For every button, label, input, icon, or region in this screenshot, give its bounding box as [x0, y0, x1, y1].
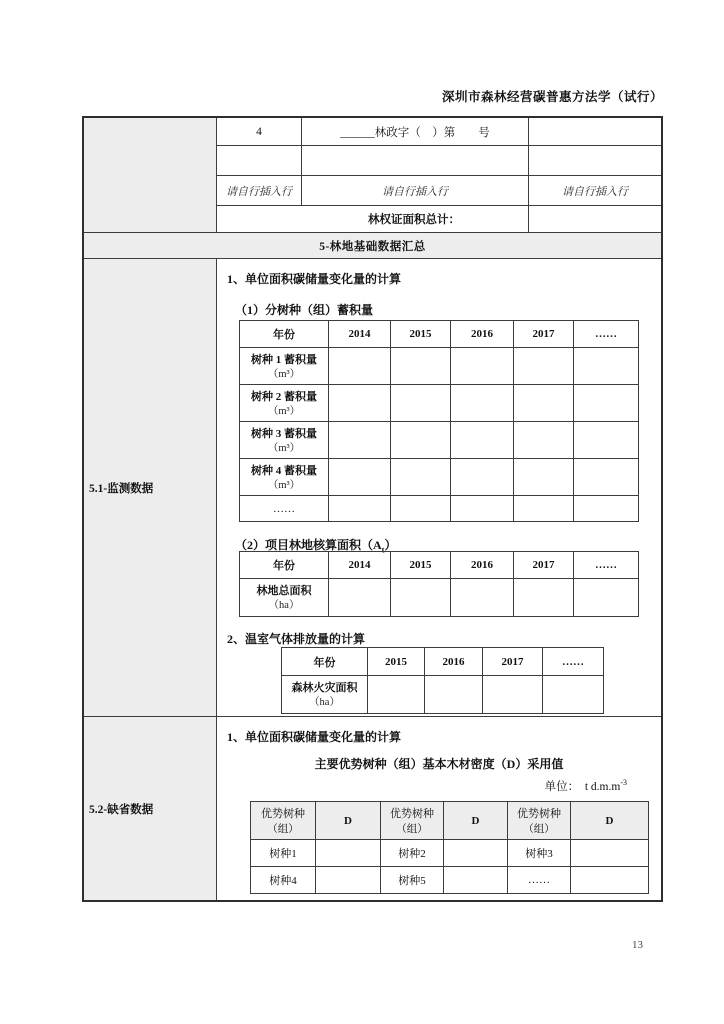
subheading-project-area: （2）项目林地核算面积$(A_t)$: [235, 538, 397, 555]
value-cell-empty: [574, 348, 639, 385]
species-header-cell: 优势树种 （组）: [508, 802, 571, 840]
value-cell-empty: [391, 422, 451, 459]
table-row: [240, 422, 639, 459]
value-cell-empty: [574, 422, 639, 459]
empty-cell: [217, 146, 301, 175]
table-row: [240, 579, 639, 617]
table-header-row: [251, 802, 649, 840]
document-header-title: 深圳市森林经营碳普惠方法学（试行）: [441, 90, 663, 104]
value-cell-empty: [451, 422, 514, 459]
table-row: [282, 676, 604, 714]
year-header-cell: ……: [574, 552, 639, 579]
table-project-area: [239, 551, 639, 617]
value-cell-empty: [451, 496, 514, 522]
value-cell-empty: [444, 840, 508, 867]
year-header-cell: 2014: [329, 321, 391, 348]
density-header-cell: D: [571, 802, 649, 840]
value-cell-empty: [316, 840, 381, 867]
superscript-minus-3: -3: [620, 778, 627, 788]
table-wood-density: [250, 801, 649, 894]
value-cell-empty: [368, 676, 425, 714]
species-cell: ……: [508, 867, 571, 894]
section-5-1-label: 5.1-监测数据: [84, 259, 216, 716]
value-cell-empty: [451, 385, 514, 422]
value-cell-empty: [571, 867, 649, 894]
year-header-cell: 2017: [514, 552, 574, 579]
main-form-table: [82, 116, 663, 902]
section-5-2-content: [217, 717, 661, 900]
row-label-cell: 树种 1 蓄积量 （m³）: [240, 348, 329, 385]
value-cell-empty: [483, 676, 543, 714]
year-header-cell: 2015: [391, 321, 451, 348]
year-header-cell: ……: [543, 648, 604, 676]
year-header-cell: 2017: [514, 321, 574, 348]
value-cell-empty: [574, 496, 639, 522]
section-banner: 5-林地基础数据汇总: [84, 233, 661, 258]
value-cell-empty: [514, 496, 574, 522]
year-header-cell: 2015: [391, 552, 451, 579]
value-cell-empty: [329, 385, 391, 422]
value-cell-empty: [451, 579, 514, 617]
row-label-cell: 林地总面积 （ha）: [240, 579, 329, 617]
wood-density-table-title: 主要优势树种（组）基本木材密度（D）采用值: [314, 757, 564, 771]
value-cell-empty: [444, 867, 508, 894]
value-cell-empty: [574, 459, 639, 496]
page-number: 13: [632, 939, 643, 951]
table-fire-area: [281, 647, 604, 714]
heading-carbon-stock-calc: 1、单位面积碳储量变化量的计算: [227, 272, 402, 286]
table-ellipsis-row: [240, 496, 639, 522]
empty-cell: [529, 118, 661, 145]
table-species-volume: [239, 320, 639, 522]
cert-seq-cell: 4: [217, 118, 301, 145]
year-header-cell: 2015: [368, 648, 425, 676]
density-header-cell: D: [444, 802, 508, 840]
value-cell-empty: [329, 496, 391, 522]
value-cell-empty: [329, 459, 391, 496]
species-header-cell: 优势树种 （组）: [251, 802, 316, 840]
heading-ghg-emission-calc: 2、温室气体排放量的计算: [227, 632, 366, 646]
value-cell-empty: [391, 496, 451, 522]
cert-area-total-label: 林权证面积总计：: [217, 206, 528, 232]
subheading-species-volume: （1）分树种（组）蓄积量: [235, 303, 374, 317]
value-cell-empty: [329, 348, 391, 385]
insert-row-hint: 请自行插入行: [302, 176, 528, 205]
table-row: [240, 459, 639, 496]
value-cell-empty: [316, 867, 381, 894]
year-header-cell: 2016: [451, 552, 514, 579]
table-header-row: [282, 648, 604, 676]
insert-row-hint: 请自行插入行: [529, 176, 661, 205]
species-header-cell: 优势树种 （组）: [381, 802, 444, 840]
year-header-cell: 2016: [425, 648, 483, 676]
heading-carbon-stock-calc-2: 1、单位面积碳储量变化量的计算: [227, 730, 402, 744]
value-cell-empty: [391, 385, 451, 422]
empty-cell: [302, 146, 528, 175]
table-row: [240, 348, 639, 385]
year-header-cell: 2017: [483, 648, 543, 676]
year-header-cell: 年份: [240, 321, 329, 348]
year-header-cell: 2016: [451, 321, 514, 348]
value-cell-empty: [514, 422, 574, 459]
section-5-1-content: [217, 259, 661, 716]
row-label-cell: 森林火灾面积 （ha）: [282, 676, 368, 714]
table-header-row: [240, 552, 639, 579]
value-cell-empty: [329, 422, 391, 459]
table-row: [251, 840, 649, 867]
value-cell-empty: [574, 579, 639, 617]
density-header-cell: D: [316, 802, 381, 840]
row-label-cell: 树种 4 蓄积量 （m³）: [240, 459, 329, 496]
value-cell-empty: [514, 459, 574, 496]
year-header-cell: ……: [574, 321, 639, 348]
unit-note: 单位： t $d.m.m^{-3}$: [544, 778, 627, 793]
table-row: [240, 385, 639, 422]
value-cell-empty: [574, 385, 639, 422]
species-cell: 树种2: [381, 840, 444, 867]
year-header-cell: 年份: [240, 552, 329, 579]
species-cell: 树种3: [508, 840, 571, 867]
value-cell-empty: [571, 840, 649, 867]
value-cell-empty: [391, 459, 451, 496]
value-cell-empty: [391, 579, 451, 617]
empty-cell: [529, 146, 661, 175]
year-header-cell: 2014: [329, 552, 391, 579]
species-cell: 树种4: [251, 867, 316, 894]
insert-row-hint: 请自行插入行: [217, 176, 301, 205]
value-cell-empty: [543, 676, 604, 714]
value-cell-empty: [514, 385, 574, 422]
section-5-2-label: 5.2-缺省数据: [84, 717, 216, 900]
table-header-row: [240, 321, 639, 348]
row-label-cell: 树种 2 蓄积量 （m³）: [240, 385, 329, 422]
subscript-t: t: [381, 544, 385, 555]
value-cell-empty: [425, 676, 483, 714]
table-row: [251, 867, 649, 894]
value-cell-empty: [329, 579, 391, 617]
cert-number-cell: ______林政字（ ）第 号: [302, 118, 528, 145]
species-cell: 树种5: [381, 867, 444, 894]
value-cell-empty: [451, 348, 514, 385]
cert-area-total-value: [529, 206, 661, 232]
year-header-cell: 年份: [282, 648, 368, 676]
value-cell-empty: [514, 579, 574, 617]
value-cell-empty: [514, 348, 574, 385]
value-cell-empty: [391, 348, 451, 385]
row-label-cell: 树种 3 蓄积量 （m³）: [240, 422, 329, 459]
top-side-cell: [84, 118, 216, 232]
value-cell-empty: [451, 459, 514, 496]
species-cell: 树种1: [251, 840, 316, 867]
ellipsis-cell: ……: [240, 496, 329, 522]
